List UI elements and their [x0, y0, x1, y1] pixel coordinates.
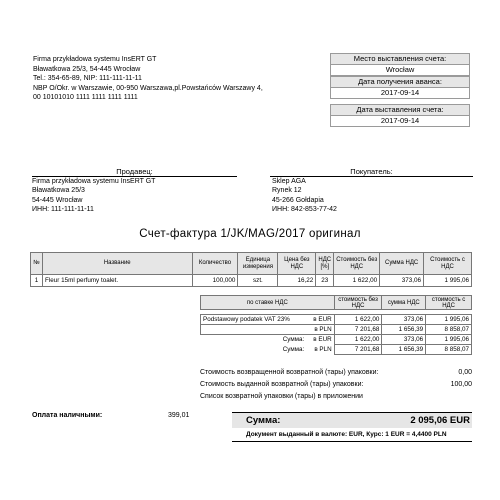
cell: 373,06 — [382, 335, 426, 345]
currency-note: Документ выданный в валюте: EUR, Курс: 1 EUR = 4,4400 PLN — [246, 431, 447, 438]
buyer-line: Sklep AGA — [272, 178, 306, 185]
seller-header-line: Bławatkowa 25/3, 54-445 Wrocław — [33, 65, 141, 73]
col-header: по ставке НДС — [201, 296, 335, 310]
cell: 7 201,68 — [334, 325, 382, 335]
col-header: стоимость с НДС — [426, 296, 472, 310]
cell: 16,22 — [278, 275, 316, 287]
divider — [232, 441, 472, 442]
buyer-block — [272, 177, 337, 214]
issued-packaging-label: Стоимость выданной возвратной (тары) упаковки: — [200, 381, 364, 388]
cell: 1 622,00 — [334, 275, 380, 287]
vat-currency: в PLN — [306, 325, 334, 335]
seller-line: Bławatkowa 25/3 — [32, 187, 85, 195]
cell: 1 995,06 — [426, 335, 472, 345]
sum-label: Сумма: — [282, 336, 305, 344]
table-row — [201, 345, 472, 355]
col-header: стоимость без НДС — [334, 296, 382, 310]
col-header: НДС [%] — [316, 253, 334, 275]
issued-packaging-value: 100,00 — [450, 381, 472, 388]
total-box — [232, 412, 472, 428]
cell: Fleur 15ml perfumy toalet. — [42, 275, 192, 287]
vat-rate-label — [201, 325, 307, 335]
seller-line: ИНН: 111-111-11-11 — [32, 205, 94, 213]
seller-header-line: 00 10101010 1111 1111 1111 1111 — [33, 94, 138, 101]
table-row — [201, 325, 472, 335]
vat-rate-label: Podstawowy podatek VAT 23% — [201, 315, 307, 325]
returned-packaging-value: 0,00 — [458, 369, 472, 376]
seller-block — [32, 177, 155, 214]
col-header: Сумма НДС — [380, 253, 424, 275]
issue-date-value: 2017-09-14 — [330, 116, 470, 127]
seller-line: 54-445 Wrocław — [32, 196, 83, 204]
vat-currency: в EUR — [306, 315, 334, 325]
col-header: Единица измерения — [238, 253, 278, 275]
seller-line: Firma przykładowa systemu InsERT GT — [32, 178, 156, 185]
seller-header-line: Firma przykładowa systemu InsERT GT — [33, 56, 157, 63]
returned-packaging-line — [200, 368, 472, 378]
col-header: Стоимость с НДС — [424, 253, 472, 275]
issued-packaging-line — [200, 380, 472, 390]
buyer-line: 45-266 Gołdapia — [272, 196, 324, 204]
vat-currency: в EUR — [313, 336, 332, 344]
cell: 1 995,06 — [424, 275, 472, 287]
seller-header-line: Tel.: 354-65-89, NIP: 111-111-11-11 — [33, 75, 142, 82]
cell: 373,06 — [382, 315, 426, 325]
cell: 23 — [316, 275, 334, 287]
buyer-line: ИНН: 842-853-77-42 — [272, 205, 337, 213]
cell: 373,06 — [380, 275, 424, 287]
cell: 100,000 — [192, 275, 238, 287]
cell: 8 858,07 — [426, 345, 472, 355]
cell: 1 656,39 — [382, 345, 426, 355]
table-row — [201, 335, 472, 345]
seller-header-line: NBP O/Okr. w Warszawie, 00-950 Warszawa,pl.Powstańców Warszawy 4, — [33, 84, 263, 92]
cell: 7 201,68 — [334, 345, 382, 355]
items-table — [30, 252, 472, 287]
buyer-line: Rynek 12 — [272, 187, 302, 195]
cash-payment-label: Оплата наличными: — [32, 412, 103, 419]
seller-header — [33, 55, 333, 103]
col-header: Количество — [192, 253, 238, 275]
cell: 1 622,00 — [334, 335, 382, 345]
cell: 1 622,00 — [334, 315, 382, 325]
cell: szt. — [238, 275, 278, 287]
cell: 1 656,39 — [382, 325, 426, 335]
issue-date-box — [330, 104, 470, 127]
vat-header-row — [201, 296, 472, 310]
buyer-title: Покупатель: — [270, 167, 473, 177]
items-header-row — [31, 253, 472, 275]
place-value: Wrocław — [330, 65, 470, 76]
place-label: Место выставления счета: — [330, 53, 470, 65]
table-row — [31, 275, 472, 287]
table-row — [201, 315, 472, 325]
cash-payment-value: 399,01 — [168, 412, 190, 419]
col-header: Название — [42, 253, 192, 275]
seller-title: Продавец: — [32, 167, 237, 177]
col-header: № — [31, 253, 43, 275]
total-label: Сумма: — [246, 415, 281, 426]
packaging-list-line — [200, 392, 472, 402]
col-header: сумма НДС — [382, 296, 426, 310]
advance-date-label: Дата получения аванса: — [330, 76, 470, 88]
cell: 1 — [31, 275, 43, 287]
total-value: 2 095,06 EUR — [410, 415, 470, 426]
issue-date-label: Дата выставления счета: — [330, 104, 470, 116]
vat-currency: в PLN — [314, 346, 332, 353]
sum-label: Сумма: — [282, 346, 305, 353]
returned-packaging-label: Стоимость возвращенной возвратной (тары) упаковки: — [200, 369, 379, 376]
packaging-list-label: Список возвратной упаковки (тары) в приложении — [200, 393, 363, 400]
cell: 1 995,06 — [426, 315, 472, 325]
vat-summary-table — [200, 295, 472, 355]
advance-date-value: 2017-09-14 — [330, 88, 470, 99]
cell: 8 858,07 — [426, 325, 472, 335]
document-title: Счет-фактура 1/JK/MAG/2017 оригинал — [139, 228, 361, 240]
place-box — [330, 53, 470, 76]
col-header: Стоимость без НДС — [334, 253, 380, 275]
col-header: Цена без НДС — [278, 253, 316, 275]
advance-date-box — [330, 76, 470, 99]
